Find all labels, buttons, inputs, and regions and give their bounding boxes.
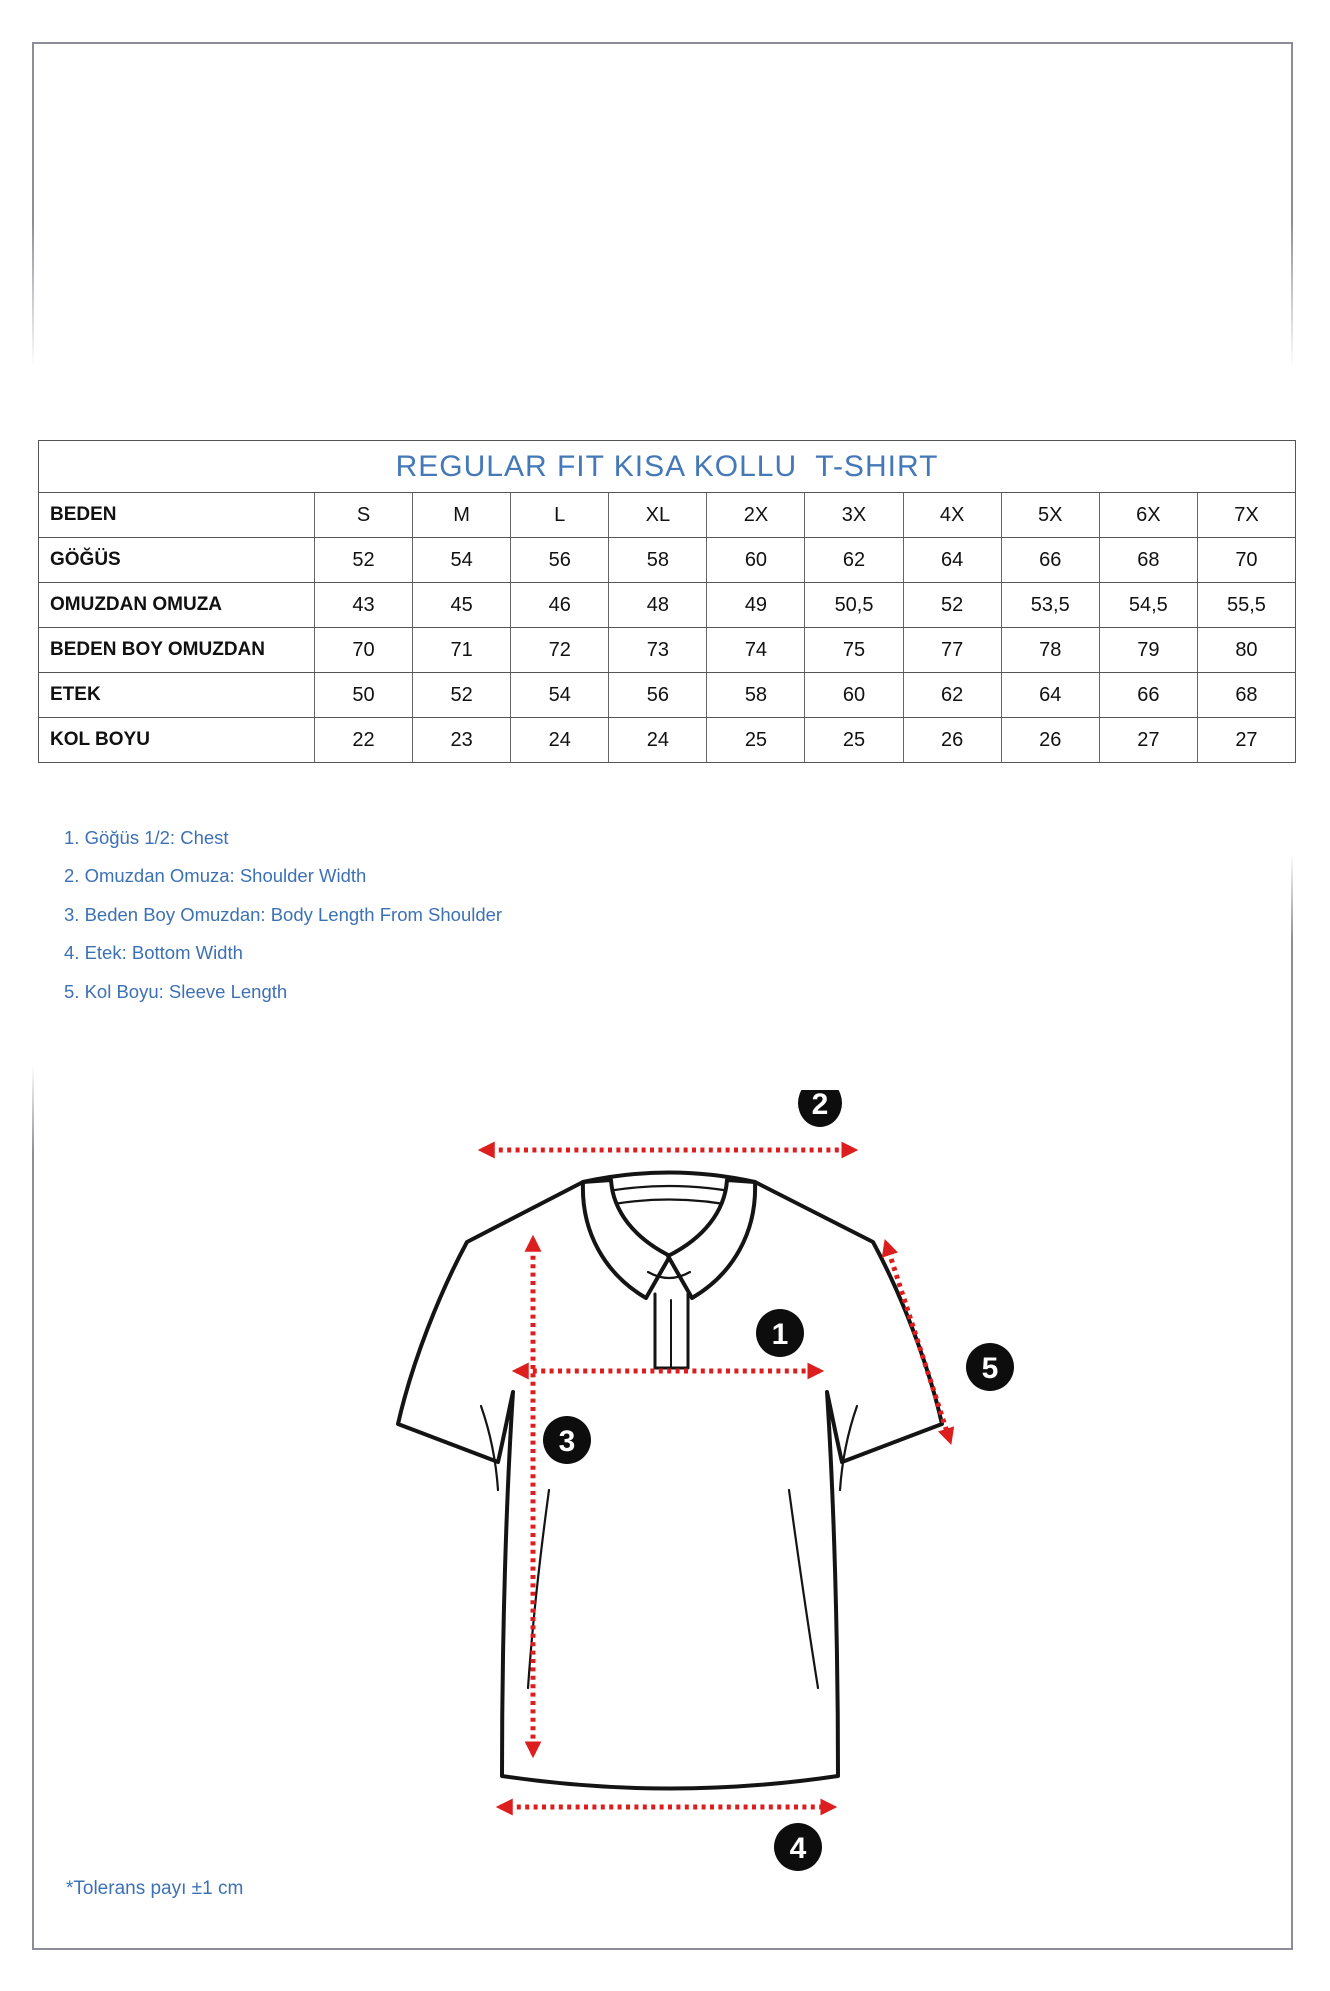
table-cell: 45 <box>412 583 510 627</box>
measurement-legend <box>64 827 502 1019</box>
size-table <box>38 440 1296 763</box>
table-cell: 66 <box>1099 673 1197 717</box>
badge-3-body-length <box>543 1416 591 1464</box>
table-row <box>39 537 1295 582</box>
legend-item: 4. Etek: Bottom Width <box>64 942 243 964</box>
table-cell: 58 <box>608 538 706 582</box>
table-cell: 66 <box>1001 538 1099 582</box>
table-cell: 78 <box>1001 628 1099 672</box>
table-cell: 46 <box>510 583 608 627</box>
table-cell: 68 <box>1099 538 1197 582</box>
legend-item: 3. Beden Boy Omuzdan: Body Length From Shoulder <box>64 903 503 925</box>
table-cell: 54 <box>412 538 510 582</box>
table-cell: 60 <box>706 538 804 582</box>
table-cell: 6X <box>1099 493 1197 537</box>
table-cell: 24 <box>510 718 608 762</box>
table-cell: 68 <box>1197 673 1295 717</box>
top-box-border-left <box>32 42 34 367</box>
table-cell: 2X <box>706 493 804 537</box>
table-cell: 79 <box>1099 628 1197 672</box>
legend-item: 1. Göğüs 1/2: Chest <box>64 827 229 848</box>
table-cell: 77 <box>903 628 1001 672</box>
table-cell: 74 <box>706 628 804 672</box>
row-label: ETEK <box>50 684 101 705</box>
size-table-body <box>39 493 1295 762</box>
table-cell: 52 <box>314 538 412 582</box>
table-cell: 58 <box>706 673 804 717</box>
size-table-title: REGULAR FIT KISA KOLLU T-SHIRT <box>39 441 1295 493</box>
table-cell: S <box>314 493 412 537</box>
svg-text:5: 5 <box>981 1352 999 1385</box>
table-cell: 27 <box>1197 718 1295 762</box>
badge-1-chest <box>756 1309 804 1357</box>
table-cell: 26 <box>903 718 1001 762</box>
table-cell: 48 <box>608 583 706 627</box>
table-cell: 43 <box>314 583 412 627</box>
table-cell: 52 <box>412 673 510 717</box>
table-cell: 71 <box>412 628 510 672</box>
table-cell: 22 <box>314 718 412 762</box>
svg-text:1: 1 <box>771 1318 789 1351</box>
top-box-border-right <box>1291 42 1293 367</box>
badge-4-bottom <box>774 1823 822 1871</box>
table-cell: 70 <box>1197 538 1295 582</box>
top-box-border <box>32 42 1293 44</box>
table-cell: 64 <box>1001 673 1099 717</box>
table-cell: 4X <box>903 493 1001 537</box>
table-cell: M <box>412 493 510 537</box>
table-cell: 70 <box>314 628 412 672</box>
table-cell: 62 <box>804 538 902 582</box>
row-label: BEDEN BOY OMUZDAN <box>50 639 265 660</box>
table-cell: 50,5 <box>804 583 902 627</box>
diagram-box-border-right <box>1291 853 1293 1950</box>
table-cell: 53,5 <box>1001 583 1099 627</box>
svg-text:3: 3 <box>558 1425 576 1458</box>
table-cell: 27 <box>1099 718 1197 762</box>
table-cell: 62 <box>903 673 1001 717</box>
size-header-row <box>39 493 1295 537</box>
svg-text:4: 4 <box>789 1832 807 1865</box>
polo-shirt-outline <box>398 1173 942 1789</box>
badge-2-shoulder <box>798 1090 842 1127</box>
badge-5-sleeve <box>966 1343 1014 1391</box>
table-cell: 73 <box>608 628 706 672</box>
table-cell: 23 <box>412 718 510 762</box>
table-cell: 56 <box>608 673 706 717</box>
tolerance-footnote: *Tolerans payı ±1 cm <box>66 1878 244 1899</box>
table-cell: 52 <box>903 583 1001 627</box>
legend-item: 2. Omuzdan Omuza: Shoulder Width <box>64 865 367 887</box>
table-cell: 60 <box>804 673 902 717</box>
table-cell: 75 <box>804 628 902 672</box>
table-cell: 80 <box>1197 628 1295 672</box>
table-cell: L <box>510 493 608 537</box>
table-row <box>39 672 1295 717</box>
table-cell: 5X <box>1001 493 1099 537</box>
row-label: OMUZDAN OMUZA <box>50 594 223 615</box>
table-cell: 25 <box>804 718 902 762</box>
polo-shirt-measurement-diagram <box>350 1090 1030 1900</box>
diagram-box-border-left <box>32 1066 34 1950</box>
table-cell: 55,5 <box>1197 583 1295 627</box>
table-cell: 64 <box>903 538 1001 582</box>
table-row <box>39 717 1295 762</box>
table-row <box>39 627 1295 672</box>
table-cell: 72 <box>510 628 608 672</box>
row-label: KOL BOYU <box>50 729 150 750</box>
table-cell: 25 <box>706 718 804 762</box>
diagram-box-border-bottom <box>32 1948 1293 1950</box>
row-label: BEDEN <box>50 504 117 525</box>
table-cell: 49 <box>706 583 804 627</box>
legend-item: 5. Kol Boyu: Sleeve Length <box>64 980 288 1002</box>
table-cell: 24 <box>608 718 706 762</box>
table-cell: 7X <box>1197 493 1295 537</box>
table-cell: 50 <box>314 673 412 717</box>
table-cell: XL <box>608 493 706 537</box>
table-cell: 54 <box>510 673 608 717</box>
table-cell: 3X <box>804 493 902 537</box>
row-label: GÖĞÜS <box>50 549 121 570</box>
table-cell: 56 <box>510 538 608 582</box>
svg-text:2: 2 <box>811 1090 829 1121</box>
table-cell: 54,5 <box>1099 583 1197 627</box>
table-row <box>39 582 1295 627</box>
table-cell: 26 <box>1001 718 1099 762</box>
